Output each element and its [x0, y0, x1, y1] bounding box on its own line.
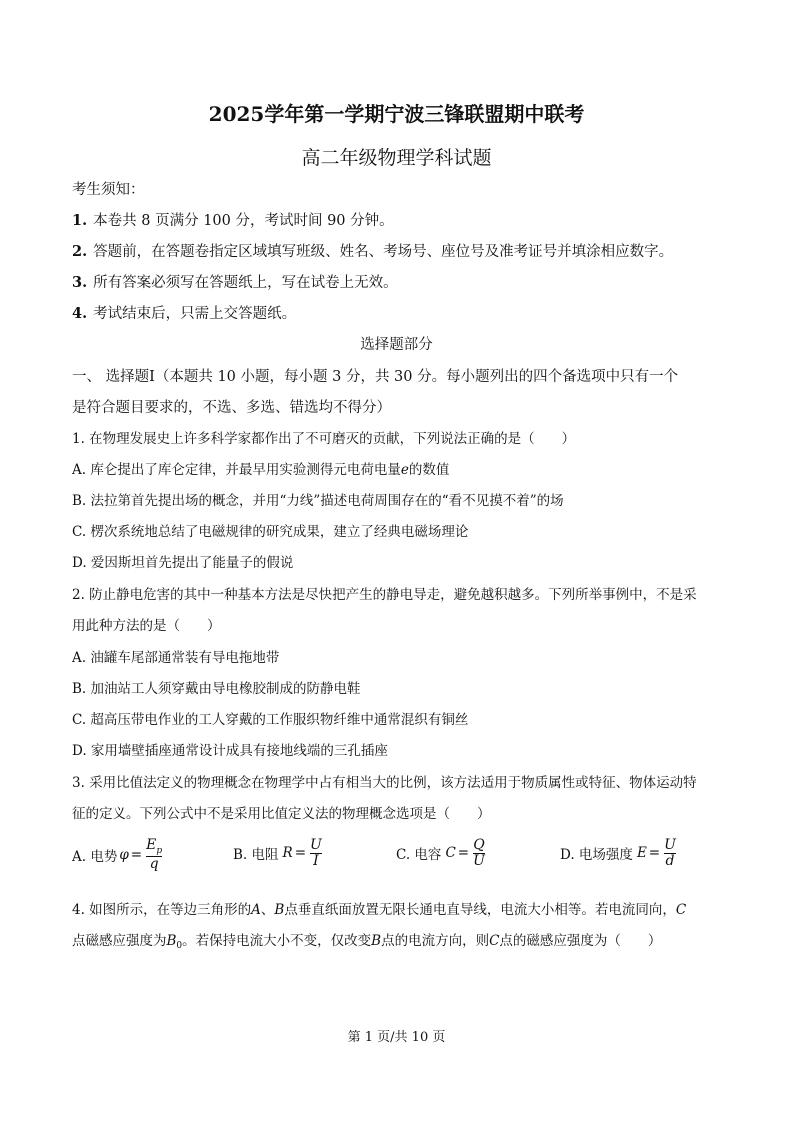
notice-text: 答题前，在答题卷指定区域填写班级、姓名、考场号、座位号及准考证号并填涂相应数字。 [93, 244, 674, 260]
fraction-denominator: I [313, 852, 319, 869]
formula-equals: = [130, 846, 143, 863]
variable: B [166, 933, 177, 949]
option-label: D. 电场强度 [560, 847, 633, 864]
notice-item [72, 240, 673, 261]
fraction-numerator: $E_p$ [146, 837, 163, 856]
stem-text: 点的磁感应强度为（ ） [499, 933, 662, 949]
question-3-stem-line2: 征的定义。下列公式中不是采用比值定义法的物理概念选项是（ ） [72, 806, 491, 822]
fraction-denominator: U [473, 852, 485, 869]
option-label: B. 电阻 [233, 847, 279, 864]
notice-text: 本卷共 8 页满分 100 分，考试时间 90 分钟。 [93, 213, 394, 229]
notice-num: 2. [72, 243, 88, 260]
question-3-option-d [560, 838, 678, 868]
question-3-option-a [72, 838, 164, 872]
variable: A [251, 902, 261, 918]
formula-fraction [310, 838, 322, 868]
formula-equals: = [648, 845, 661, 862]
formula-equals: = [457, 845, 470, 862]
stem-text: 点的电流方向，则 [381, 933, 490, 949]
question-3-stem-line1: 3. 采用比值法定义的物理概念在物理学中占有相当大的比例，该方法适用于物质属性或特征、物体运动特 [72, 775, 697, 791]
question-2-stem-line2: 用此种方法的是（ ） [72, 618, 221, 634]
fraction-denominator: d [665, 852, 675, 869]
notice-num: 4. [72, 305, 88, 322]
question-3-option-c [396, 838, 487, 868]
option-label: A. 电势 [72, 848, 118, 865]
question-2-option-b: B. 加油站工人须穿戴由导电橡胶制成的防静电鞋 [72, 681, 361, 697]
question-1-stem: 1. 在物理发展史上许多科学家都作出了不可磨灭的贡献，下列说法正确的是（ ） [72, 431, 576, 447]
variable: B [274, 902, 285, 918]
question-2-stem-line1: 2. 防止静电危害的其中一种基本方法是尽快把产生的静电导走，避免越积越多。下列所举事例中，不是采 [72, 587, 697, 603]
question-4-stem-line1 [72, 898, 686, 918]
notice-item [72, 302, 296, 323]
question-4-stem-line2: 点磁感应强度为$B_0$。若保持电流大小不变，仅改变B点的电流方向，则C点的磁感应强度为（ ） [72, 933, 662, 951]
formula-fraction [146, 838, 162, 872]
stem-text: 。若保持电流大小不变，仅改变 [182, 933, 372, 949]
variable: C [675, 902, 687, 918]
fraction-numerator: U [310, 837, 322, 853]
fraction-denominator: q [149, 856, 159, 873]
part-instructions-line1: 一、 选择题Ⅰ（本题共 10 小题，每小题 3 分，共 30 分。每小题列出的四个备选项中只有一个 [72, 369, 679, 385]
question-2-option-c: C. 超高压带电作业的工人穿戴的工作服织物纤维中通常混织有铜丝 [72, 712, 469, 728]
notice-num: 1. [72, 212, 88, 229]
question-2-option-a: A. 油罐车尾部通常装有导电拖地带 [72, 650, 280, 666]
formula-equals: = [294, 845, 306, 862]
fraction-numerator: Q [473, 837, 485, 853]
formula-fraction [664, 838, 676, 868]
question-1-option-d: D. 爱因斯坦首先提出了能量子的假说 [72, 555, 294, 571]
exam-title: 2025学年第一学期宁波三锋联盟期中联考 [208, 102, 585, 126]
stem-text: 点垂直纸面放置无限长通电直导线，电流大小相等。若电流同向， [284, 902, 676, 918]
formula-lhs: φ [119, 846, 129, 863]
exam-subtitle: 高二年级物理学科试题 [301, 147, 492, 169]
stem-text: 、 [260, 902, 275, 918]
notice-item [72, 271, 398, 292]
fraction-numerator: U [664, 837, 676, 853]
option-label: C. 电容 [396, 847, 442, 864]
notice-text: 考试结束后，只需上交答题纸。 [93, 306, 297, 322]
formula-lhs: C [445, 845, 456, 862]
notice-num: 3. [72, 274, 88, 291]
variable: B [371, 933, 382, 949]
formula-lhs: E [636, 845, 647, 862]
notice-heading: 考生须知： [72, 182, 145, 198]
formula-fraction [473, 838, 485, 868]
variable: C [489, 933, 500, 949]
stem-text: 4. 如图所示，在等边三角形的 [72, 902, 252, 918]
option-text: 的数值 [408, 462, 450, 478]
question-2-option-d: D. 家用墙壁插座通常设计成具有接地线端的三孔插座 [72, 743, 388, 759]
question-1-option-a [72, 458, 449, 478]
question-1-option-c: C. 楞次系统地总结了电磁规律的研究成果，建立了经典电磁场理论 [72, 524, 469, 540]
notice-text: 所有答案必须写在答题纸上，写在试卷上无效。 [93, 275, 398, 291]
formula-lhs: R [282, 845, 293, 862]
question-3-option-b [233, 838, 324, 868]
section-title: 选择题部分 [360, 337, 433, 353]
variable: e [400, 462, 409, 478]
stem-text: 点磁感应强度为 [72, 933, 167, 949]
notice-item [72, 209, 394, 230]
option-text: A. 库仑提出了库仑定律，并最早用实验测得元电荷电量 [72, 462, 401, 478]
part-instructions-line2: 是符合题目要求的，不选、多选、错选均不得分） [72, 400, 391, 416]
page-footer: 第 1 页/共 10 页 [347, 1030, 446, 1045]
question-1-option-b: B. 法拉第首先提出场的概念，并用“力线”描述电荷周围存在的“看不见摸不着”的场 [72, 493, 564, 509]
